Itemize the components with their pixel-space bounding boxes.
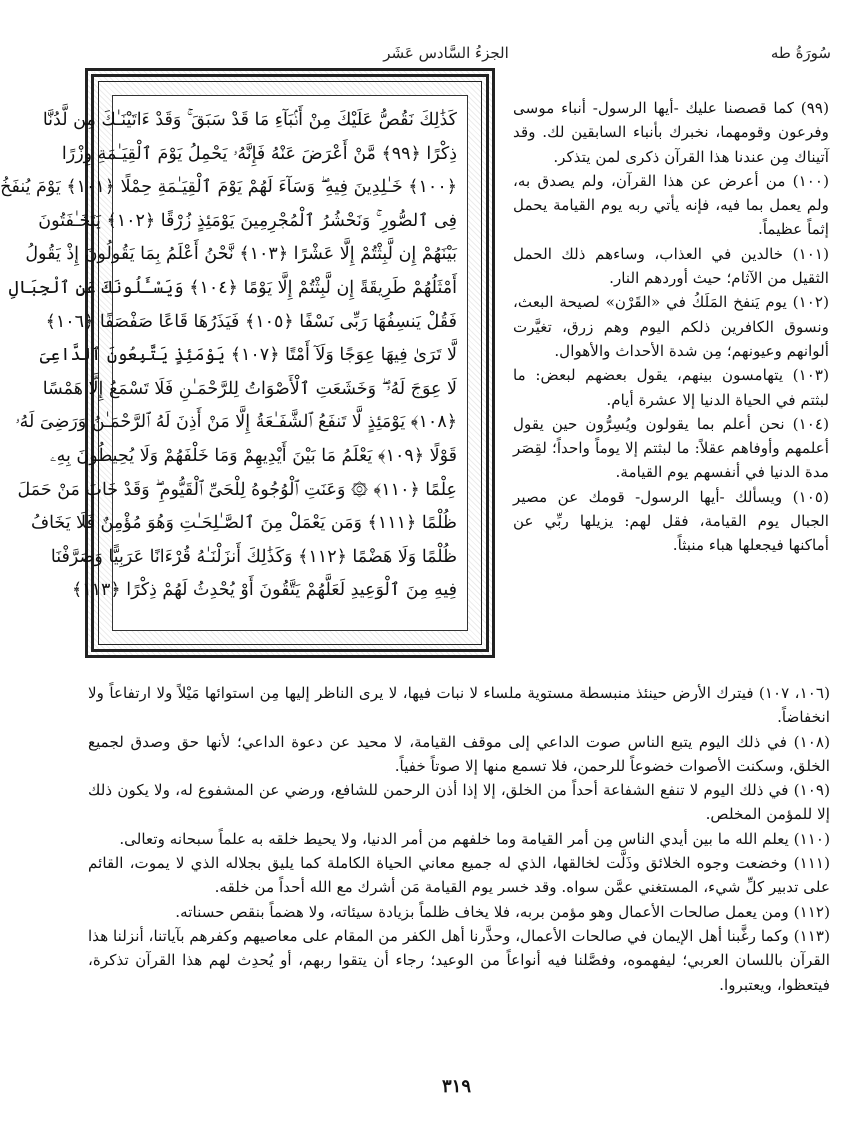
quran-line: ظُلْمًا ﴿١١١﴾ وَمَن يَعْمَلْ مِنَ ٱلصَّـٰلِحَـٰتِ وَهُوَ مُؤْمِنٌ فَلَا يَخَافُ xyxy=(30,513,457,534)
page-header xyxy=(86,44,831,68)
juz-name: الجزءُ السَّادس عَشَر xyxy=(383,44,509,62)
tafsir-paragraph: (١١٢) ومن يعمل صالحات الأعمال وهو مؤمن بربه، فلا يخاف ظلماً بزيادة سيئاته، ولا هضماً بنقص حسناته. xyxy=(175,902,830,921)
tafsir-paragraph: (١٠١) خالدين في العذاب، وساءهم ذلك الحمل الثقيل من الآثام؛ حيث أوردهم النار. xyxy=(513,244,829,288)
quran-line: ﴿١٠٠﴾ خَـٰلِدِينَ فِيهِ ۖ وَسَآءَ لَهُمْ يَوْمَ ٱلْقِيَـٰمَةِ حِمْلًا ﴿١٠١﴾ يَوْمَ يُنفَخُ xyxy=(0,177,457,198)
tafsir-paragraph: (١١٣) وكما رغَّبنا أهل الإيمان في صالحات الأعمال، وحذَّرنا أهل الكفر من المقام على معاصيهم وكفرهم بآياتنا، أنزلنا هذا القرآن باللسان العربي؛ ليفهموه، وفصَّلنا فيه أنواعاً من الوعيد؛ رجاء أن يتقوا ربهم، أو يُحدِث لهم هذا القرآن تذكرة، فيتعظوا، ويعتبروا. xyxy=(88,926,830,994)
tafsir-paragraph: (١١١) وخضعت وجوه الخلائق وذَلَّت لخالقها، الذي له جميع معاني الحياة الكاملة كما يليق بجلاله الذي لا يموت، القائم على تدبير كلِّ شيء، المستغني عمَّن سواه. وقد خسر يوم القيامة مَن أشرك مع الله أحداً من خلقه. xyxy=(88,854,830,897)
quran-line: فَقُلْ يَنسِفُهَا رَبِّى نَسْفًا ﴿١٠٥﴾ فَيَذَرُهَا قَاعًا صَفْصَفًا ﴿١٠٦﴾ xyxy=(45,311,457,332)
quran-line: قَوْلًا ﴿١٠٩﴾ يَعْلَمُ مَا بَيْنَ أَيْدِيهِمْ وَمَا خَلْفَهُمْ وَلَا يُحِيطُونَ بِهِۦ xyxy=(49,445,457,466)
tafsir-paragraph: (١٠٩) في ذلك اليوم لا تنفع الشفاعة أحداً من الخلق، إلا إذا أذن الرحمن للشافع، ورضي عن المشفوع له، ولا يكون ذلك إلا للمؤمن المخلص. xyxy=(88,781,830,824)
tafsir-paragraph: (١٠٠) من أعرض عن هذا القرآن، ولم يصدق به، ولم يعمل بما فيه، فإنه يأتي ربه يوم القيامة يحمل إثماً عظيماً. xyxy=(513,171,829,239)
surah-name: سُورَةُ طه xyxy=(770,44,831,62)
quran-text-area xyxy=(0,95,468,631)
tafsir-paragraph: (١٠٨) في ذلك اليوم يتبع الناس صوت الداعي إلى موقف القيامة، لا محيد عن دعوة الداعي؛ لأنها حق وصدق لجميع الخلق، وسكنت الأصوات خضوعاً للرحمن، فلا تسمع منها إلا صوتاً خفياً. xyxy=(88,732,830,775)
quran-line: أَمْثَلُهُمْ طَرِيقَةً إِن لَّبِثْتُمْ إِلَّا يَوْمًا ﴿١٠٤﴾ وَيَسْـَٔلُونَكَ عَنِ ٱلْجِبَالِ xyxy=(8,277,457,298)
tafsir-paragraph: (١٠٣) يتهامسون بينهم، يقول بعضهم لبعض: ما لبثتم في الحياة الدنيا إلا عشرة أيام. xyxy=(513,366,829,409)
quran-line: عِلْمًا ﴿١١٠﴾ ۞ وَعَنَتِ ٱلْوُجُوهُ لِلْحَىِّ ٱلْقَيُّومِ ۖ وَقَدْ خَابَ مَنْ حَمَلَ xyxy=(17,479,457,500)
tafsir-paragraph: (١٠٢) يوم يَنفخ المَلَكُ في «القَرْن» لصيحة البعث، ونسوق الكافرين ذلكم اليوم وهم زرق، تغيَّرت ألوانهم وعيونهم؛ مِن شدة الأحداث والأهوال. xyxy=(513,293,829,360)
quran-line: ظُلْمًا وَلَا هَضْمًا ﴿١١٢﴾ وَكَذَٰلِكَ أَنزَلْنَـٰهُ قُرْءَانًا عَرَبِيًّا وَصَرَّفْنَا xyxy=(50,546,457,567)
quran-line: فِى ٱلصُّورِ ۚ وَنَحْشُرُ ٱلْمُجْرِمِينَ يَوْمَئِذٍ زُرْقًا ﴿١٠٢﴾ يَتَخَـٰفَتُونَ xyxy=(38,210,457,231)
tafsir-side-column xyxy=(513,96,829,558)
tafsir-paragraph: (١٠٦، ١٠٧) فيترك الأرض حينئذ منبسطة مستوية ملساء لا نبات فيها، لا يرى الناظر إليها مِن استوائها مَيْلاً ولا ارتفاعاً ولا انخفاضاً. xyxy=(88,684,830,727)
page-number: ٣١٩ xyxy=(441,1076,471,1097)
quran-line: فِيهِ مِنَ ٱلْوَعِيدِ لَعَلَّهُمْ يَتَّقُونَ أَوْ يُحْدِثُ لَهُمْ ذِكْرًا ﴿١١٣﴾ xyxy=(71,580,457,601)
quran-line: لَا عِوَجَ لَهُۥ ۖ وَخَشَعَتِ ٱلْأَصْوَاتُ لِلرَّحْمَـٰنِ فَلَا تَسْمَعُ إِلَّا هَمْسًا xyxy=(42,378,457,399)
tafsir-paragraph: (٩٩) كما قصصنا عليك -أيها الرسول- أنباء موسى وفرعون وقومهما، نخبرك بأنباء السابقين لك. وقد آتيناك مِن عندنا هذا القرآن ذكرى لمن يتذكر. xyxy=(513,99,829,166)
quran-line: لَّا تَرَىٰ فِيهَا عِوَجًا وَلَآ أَمْتًا ﴿١٠٧﴾ يَوْمَئِذٍ يَتَّبِعُونَ ٱلدَّاعِىَ xyxy=(39,345,457,366)
tafsir-full-width xyxy=(88,681,830,997)
quran-line: ذِكْرًا ﴿٩٩﴾ مَّنْ أَعْرَضَ عَنْهُ فَإِنَّهُۥ يَحْمِلُ يَوْمَ ٱلْقِيَـٰمَةِ وِزْرًا xyxy=(61,143,457,164)
quran-line: كَذَٰلِكَ نَقُصُّ عَلَيْكَ مِنْ أَنۢبَآءِ مَا قَدْ سَبَقَ ۚ وَقَدْ ءَاتَيْنَـٰكَ مِن لَّدُنَّا xyxy=(42,110,457,130)
quran-frame xyxy=(0,68,495,658)
tafsir-paragraph: (١٠٤) نحن أعلم بما يقولون ويُسِرُّون حين يقول أعلمهم وأوفاهم عقلاً: ما لبثتم إلا يوماً واحداً؛ لقِصَر مدة الدنيا في أنفسهم يوم القيامة. xyxy=(513,414,829,482)
quran-line: بَيْنَهُمْ إِن لَّبِثْتُمْ إِلَّا عَشْرًا ﴿١٠٣﴾ نَّحْنُ أَعْلَمُ بِمَا يَقُولُونَ إِذْ يَقُولُ xyxy=(25,244,457,265)
quran-line: ﴿١٠٨﴾ يَوْمَئِذٍ لَّا تَنفَعُ ٱلشَّفَـٰعَةُ إِلَّا مَنْ أَذِنَ لَهُ ٱلرَّحْمَـٰنُ وَرَضِىَ لَهُۥ xyxy=(15,412,457,433)
tafsir-paragraph: (١٠٥) ويسألك -أيها الرسول- قومك عن مصير الجبال يوم القيامة، فقل لهم: يزيلها ربِّي عن أماكنها فيجعلها هباء منبثاً. xyxy=(513,487,829,555)
tafsir-paragraph: (١١٠) يعلم الله ما بين أيدي الناس مِن أمر القيامة وما خلفهم من أمر الدنيا، ولا يحيط خلقه به علماً سبحانه وتعالى. xyxy=(119,829,830,848)
